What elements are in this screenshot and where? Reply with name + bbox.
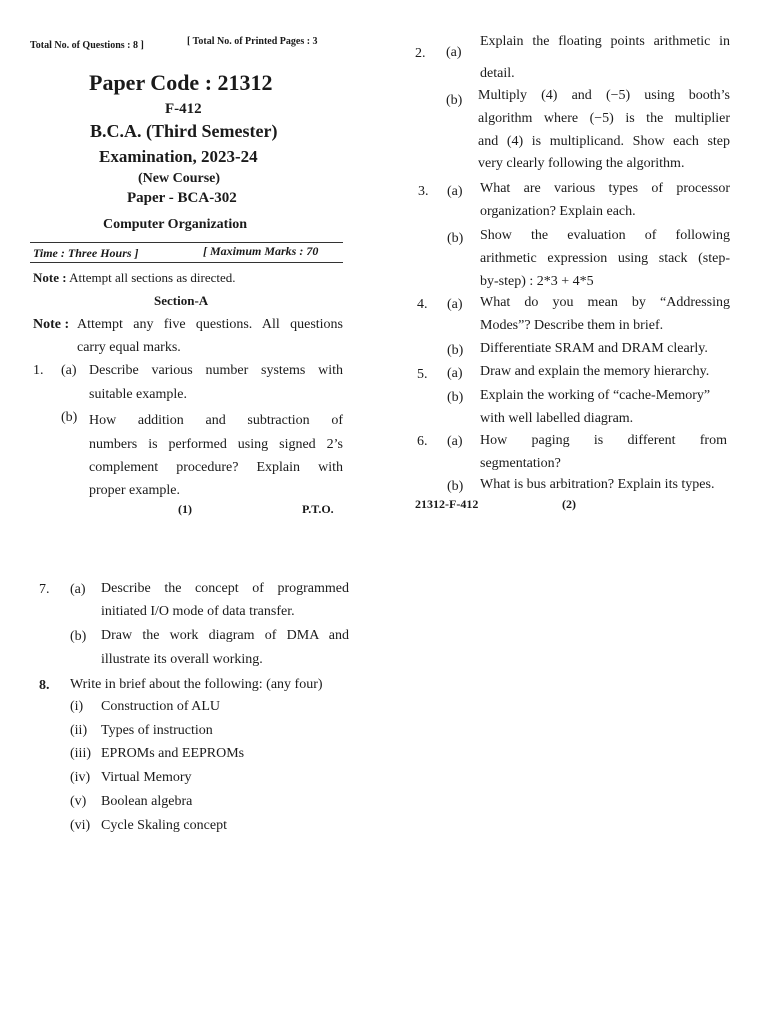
- note-2-label: Note :: [33, 317, 70, 332]
- q6-b-line-1: What is bus arbitration? Explain its types.: [480, 477, 715, 492]
- q5-b-line-1: Explain the working of “cache-Memory”: [480, 388, 711, 403]
- q2-a-line-1: Explain the floating points arithmetic in: [480, 34, 730, 49]
- printed-pages: [ Total No. of Printed Pages : 3: [187, 36, 318, 47]
- note-2-line-2: carry equal marks.: [77, 340, 181, 355]
- q1-number: 1.: [33, 363, 44, 378]
- q8-item-label: (i): [70, 699, 84, 714]
- q6-a-label: (a): [447, 434, 463, 449]
- q3-a-line-2: organization? Explain each.: [480, 204, 636, 219]
- paper-number: Paper - BCA-302: [127, 190, 237, 206]
- q1-b-line-2: numbers is performed using signed 2’s: [89, 437, 343, 452]
- q2-b-line-3: and (4) is multiplicand. Show each step: [478, 134, 730, 149]
- time-allowed: Time : Three Hours ]: [33, 246, 139, 260]
- q1-b-label: (b): [61, 410, 78, 425]
- q1-b-line-3: complement procedure? Explain with: [89, 460, 343, 475]
- q6-a-line-1: How paging is different from: [480, 433, 727, 448]
- note-1: [33, 270, 236, 286]
- q7-a-line-2: initiated I/O mode of data transfer.: [101, 604, 295, 619]
- program-title: B.C.A. (Third Semester): [90, 121, 278, 141]
- q2-b-line-1: Multiply (4) and (−5) using booth’s: [478, 88, 730, 103]
- q3-a-label: (a): [447, 184, 463, 199]
- q8-item-label: (ii): [70, 722, 88, 738]
- page-2-number: (2): [562, 497, 576, 511]
- note-2-line-1: Attempt any five questions. All questions: [77, 317, 343, 332]
- q4-a-line-1: What do you mean by “Addressing: [480, 295, 730, 310]
- page-1-number: (1): [178, 502, 192, 516]
- q5-a-label: (a): [447, 366, 463, 381]
- q7-number: 7.: [39, 582, 50, 597]
- q2-b-label: (b): [446, 93, 463, 108]
- q8-item-text: Construction of ALU: [101, 699, 220, 714]
- subject-title: Computer Organization: [103, 217, 248, 232]
- maximum-marks: [ Maximum Marks : 70: [203, 244, 319, 258]
- q3-b-label: (b): [447, 231, 464, 246]
- q6-number: 6.: [417, 434, 428, 449]
- bottom-rule: [30, 262, 343, 263]
- total-questions: Total No. of Questions : 8 ]: [30, 40, 144, 51]
- q4-b-label: (b): [447, 343, 464, 358]
- q4-b-line-1: Differentiate SRAM and DRAM clearly.: [480, 341, 708, 356]
- section-heading: Section-A: [154, 293, 209, 308]
- exam-title: Examination, 2023-24: [99, 147, 258, 166]
- q3-b-line-2: arithmetic expression using stack (step-: [480, 251, 730, 266]
- q2-a-line-2: detail.: [480, 66, 515, 81]
- q8-item-text: Boolean algebra: [101, 793, 193, 809]
- q8-item-text: Virtual Memory: [101, 770, 192, 786]
- q8-item-label: (iv): [70, 770, 91, 786]
- q3-number: 3.: [418, 184, 429, 199]
- q4-a-line-2: Modes”? Describe them in brief.: [480, 318, 664, 333]
- note-1-text: Attempt all sections as directed.: [69, 270, 236, 285]
- q8-item-text: EPROMs and EEPROMs: [101, 746, 245, 762]
- q3-a-line-1: What are various types of processor: [480, 181, 730, 196]
- q3-b-line-1: Show the evaluation of following: [480, 228, 730, 243]
- q8-number: 8.: [39, 678, 50, 693]
- q5-b-label: (b): [447, 390, 464, 405]
- q1-b-line-1: How addition and subtraction of: [89, 413, 343, 428]
- page-2-code: 21312-F-412: [415, 497, 479, 511]
- q4-a-label: (a): [447, 297, 463, 312]
- paper-code: Paper Code : 21312: [89, 70, 273, 95]
- q8-item-label: (iii): [70, 746, 91, 762]
- q4-number: 4.: [417, 297, 428, 312]
- q6-b-label: (b): [447, 479, 464, 494]
- q6-a-line-2: segmentation?: [480, 456, 561, 471]
- q1-a-line-2: suitable example.: [89, 387, 187, 402]
- q7-a-label: (a): [70, 582, 86, 597]
- q7-b-line-1: Draw the work diagram of DMA and: [101, 628, 349, 643]
- q2-a-label: (a): [446, 45, 462, 60]
- q5-a-line-1: Draw and explain the memory hierarchy.: [480, 364, 710, 379]
- q5-number: 5.: [417, 367, 428, 382]
- pto-label: P.T.O.: [302, 502, 334, 516]
- q8-item-label: (vi): [70, 817, 91, 833]
- note-1-label: Note :: [33, 270, 67, 285]
- q1-b-line-4: proper example.: [89, 483, 180, 498]
- q8-intro: Write in brief about the following: (any four): [70, 677, 323, 692]
- q7-b-label: (b): [70, 629, 87, 644]
- exam-code: F-412: [165, 101, 202, 117]
- q8-item-label: (v): [70, 793, 87, 809]
- q3-b-line-3: by-step) : 2*3 + 4*5: [480, 274, 594, 289]
- course-type: (New Course): [138, 171, 221, 186]
- q8-item-text: Types of instruction: [101, 722, 213, 738]
- q8-item-text: Cycle Skaling concept: [101, 817, 227, 833]
- q1-a-line-1: Describe various number systems with: [89, 363, 343, 378]
- q2-number: 2.: [415, 46, 426, 61]
- q5-b-line-2: with well labelled diagram.: [480, 411, 634, 426]
- q1-a-label: (a): [61, 363, 77, 378]
- top-rule: [30, 242, 343, 243]
- q2-b-line-2: algorithm where (−5) is the multiplier: [478, 111, 730, 126]
- q2-b-line-4: very clearly following the algorithm.: [478, 156, 685, 171]
- q7-a-line-1: Describe the concept of programmed: [101, 581, 349, 596]
- q7-b-line-2: illustrate its overall working.: [101, 652, 263, 667]
